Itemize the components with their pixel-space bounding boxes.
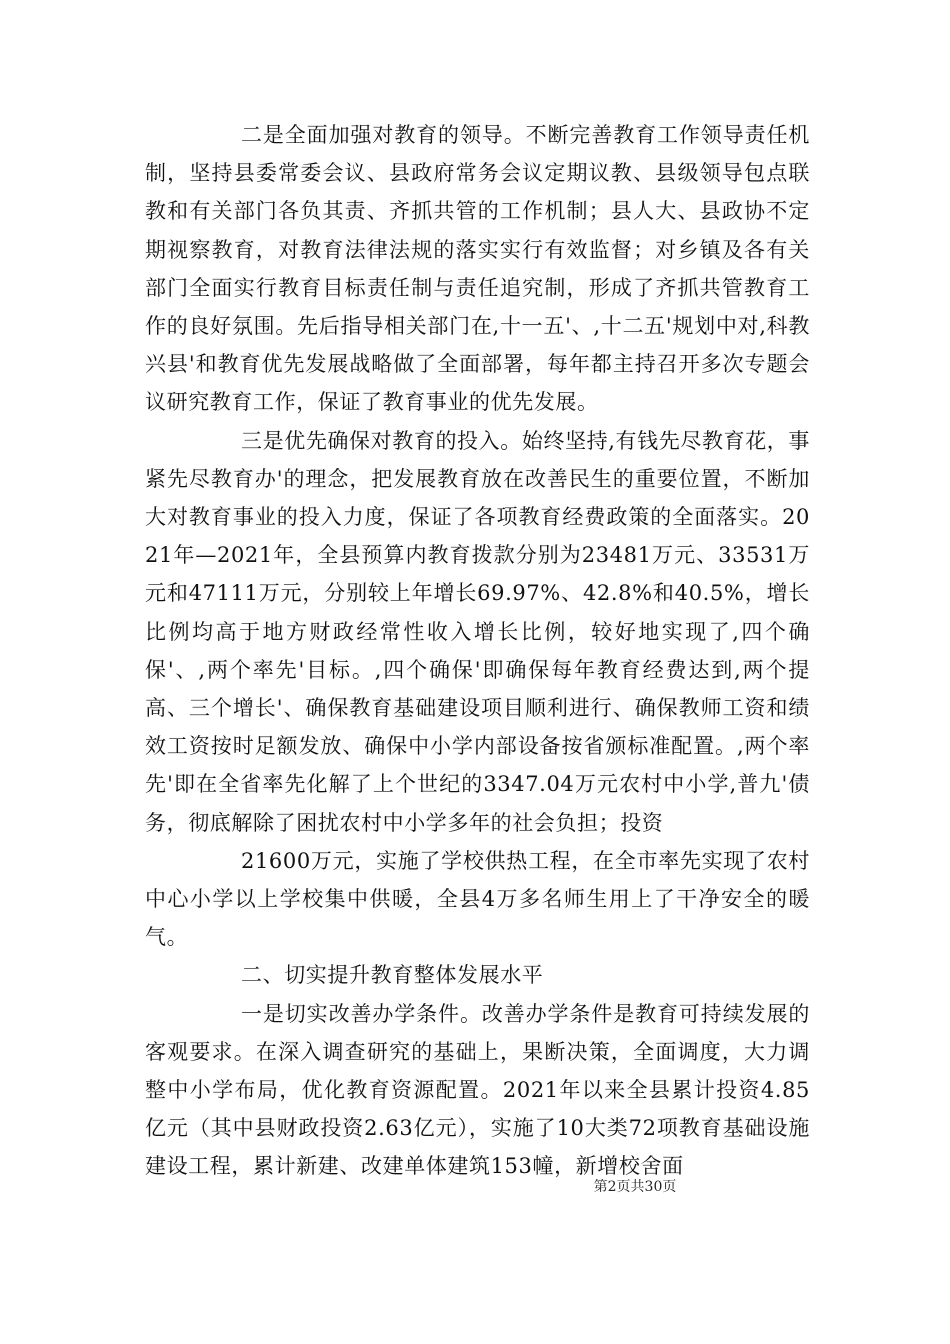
body-text — [145, 116, 810, 1186]
paragraph-leadership: 二是全面加强对教育的领导。不断完善教育工作领导责任机制，坚持县委常委会议、县政府常务会议定期议教、县级领导包点联教和有关部门各负其责、齐抓共管的工作机制；县人大、县政协不定期视察教育，对教育法律法规的落实实行有效监督；对乡镇及各有关部门全面实行教育目标责任制与责任追究制，形成了齐抓共管教育工作的良好氛围。先后指导相关部门在,十一五'、,十二五'规划中对,科教兴县'和教育优先发展战略做了全面部署，每年都主持召开多次专题会议研究教育工作，保证了教育事业的优先发展。 — [145, 123, 810, 415]
paragraph-school-conditions: 一是切实改善办学条件。改善办学条件是教育可持续发展的客观要求。在深入调查研究的基础上，果断决策，全面调度，大力调整中小学布局，优化教育资源配置。2021年以来全县累计投资4.85亿元（其中县财政投资2.63亿元），实施了10大类72项教育基础设施建设工程，累计新建、改建单体建筑153幢，新增校舍面 — [145, 1001, 810, 1179]
paragraph-heating: 21600万元，实施了学校供热工程，在全市率先实现了农村中心小学以上学校集中供暖，全县4万多名师生用上了干净安全的暖气。 — [145, 848, 810, 950]
page-number: 第2页共30页 — [593, 1179, 677, 1195]
paragraph-investment: 三是优先确保对教育的投入。始终坚持,有钱先尽教育花，事紧先尽教育办'的理念，把发展教育放在改善民生的重要位置，不断加大对教育事业的投入力度，保证了各项教育经费政策的全面落实。2021年—2021年，全县预算内教育拨款分别为23481万元、33531万元和47111万元，分别较上年增长69.97%、42.8%和40.5%，增长比例均高于地方财政经常性收入增长比例，较好地实现了,四个确保'、,两个率先'目标。,四个确保'即确保每年教育经费达到,两个提高、三个增长'、确保教育基础建设项目顺利进行、确保教师工资和绩效工资按时足额发放、确保中小学内部设备按省颁标准配置。,两个率先'即在全省率先化解了上个世纪的3347.04万元农村中小学,普九'债务，彻底解除了困扰农村中小学多年的社会负担；投资 — [145, 428, 810, 835]
section-heading: 二、切实提升教育整体发展水平 — [241, 963, 544, 988]
